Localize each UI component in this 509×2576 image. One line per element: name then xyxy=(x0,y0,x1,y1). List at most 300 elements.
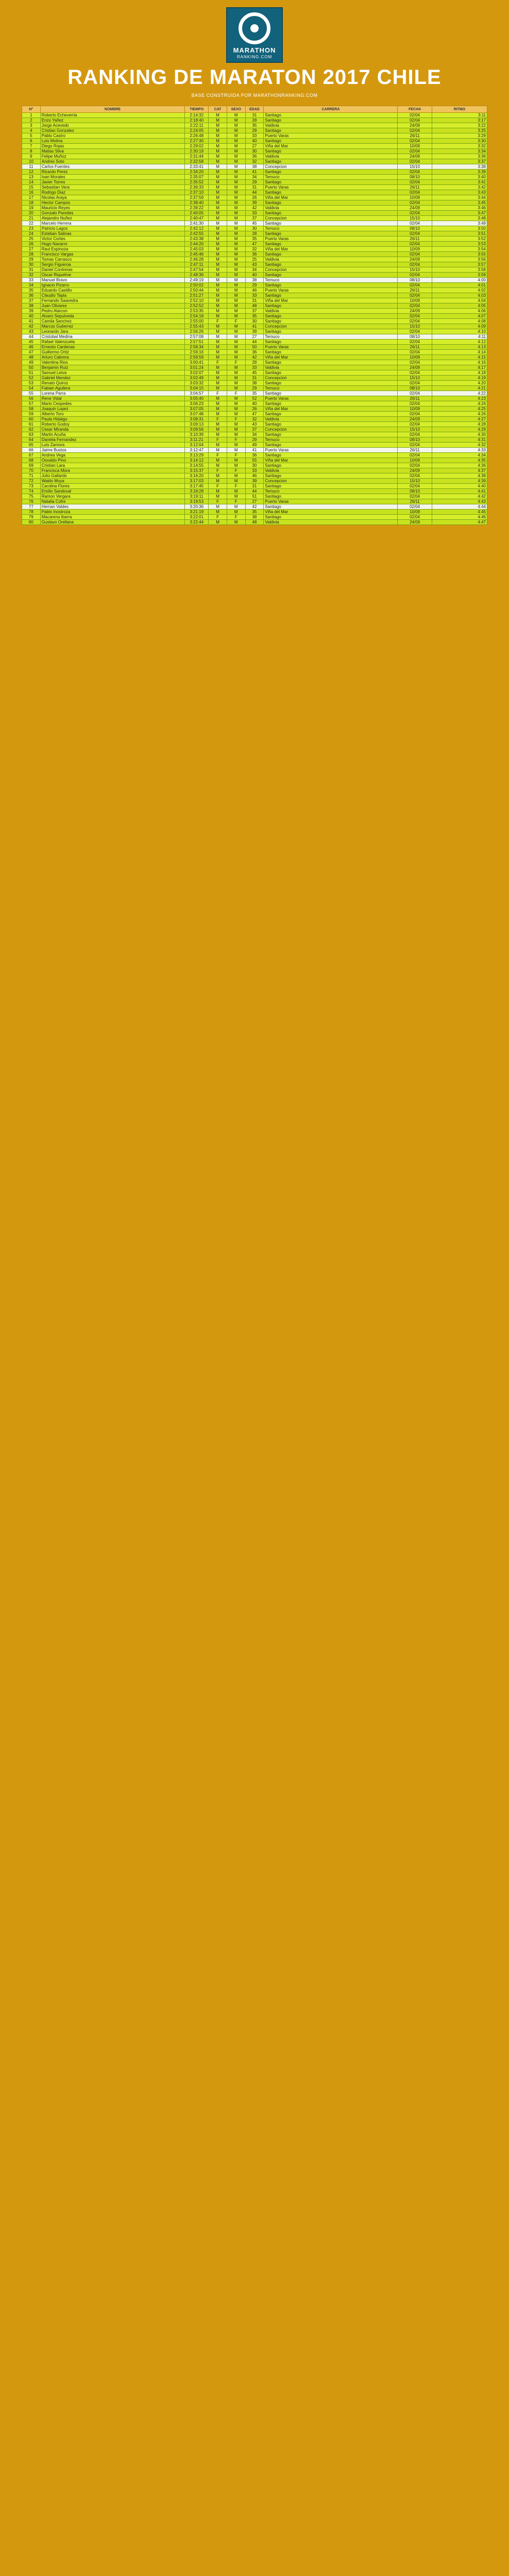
table-cell: 36 xyxy=(245,154,264,159)
table-cell: 47 xyxy=(22,350,41,355)
table-cell: 35 xyxy=(245,391,264,396)
table-cell: 51 xyxy=(22,370,41,376)
table-cell: Andres Soto xyxy=(40,159,185,164)
table-row xyxy=(22,365,487,370)
table-cell: Santiago xyxy=(264,319,398,324)
table-cell: Valdivia xyxy=(264,520,398,525)
table-cell: 32 xyxy=(245,247,264,252)
table-cell: M xyxy=(209,324,227,329)
table-cell: M xyxy=(227,355,245,360)
table-cell: F xyxy=(227,453,245,458)
table-cell: 51 xyxy=(245,494,264,499)
table-cell: Hector Campos xyxy=(40,200,185,206)
table-cell: F xyxy=(209,499,227,504)
table-cell: 55 xyxy=(245,458,264,463)
table-cell: 4:19 xyxy=(432,376,487,381)
table-cell: 18 xyxy=(22,200,41,206)
table-cell: 02/04 xyxy=(398,139,432,144)
table-row xyxy=(22,520,487,525)
table-cell: 37 xyxy=(22,298,41,303)
table-cell: 3:08:31 xyxy=(185,417,209,422)
column-header: RITMO xyxy=(432,106,487,113)
table-cell: 42 xyxy=(22,324,41,329)
table-cell: Concepcion xyxy=(264,267,398,273)
table-cell: 02/04 xyxy=(398,443,432,448)
table-cell: 02/04 xyxy=(398,401,432,406)
column-header: NOMBRE xyxy=(40,106,185,113)
table-cell: F xyxy=(209,417,227,422)
table-cell: 02/04 xyxy=(398,473,432,479)
table-cell: M xyxy=(227,159,245,164)
ranking-table xyxy=(22,106,487,525)
table-cell: M xyxy=(209,479,227,484)
table-cell: 02/04 xyxy=(398,463,432,468)
table-cell: Guillermo Ortiz xyxy=(40,350,185,355)
table-cell: Santiago xyxy=(264,283,398,288)
table-cell: 2:50:44 xyxy=(185,288,209,293)
table-cell: 5 xyxy=(22,133,41,139)
table-cell: 02/04 xyxy=(398,381,432,386)
table-cell: M xyxy=(227,443,245,448)
table-cell: 48 xyxy=(22,355,41,360)
table-cell: 3:02:49 xyxy=(185,376,209,381)
table-cell: Concepcion xyxy=(264,376,398,381)
table-row xyxy=(22,427,487,432)
table-cell: 2:26:48 xyxy=(185,133,209,139)
table-cell: 49 xyxy=(22,360,41,365)
table-cell: 4:20 xyxy=(432,381,487,386)
table-cell: 15/10 xyxy=(398,479,432,484)
table-cell: 80 xyxy=(22,520,41,525)
table-cell: Santiago xyxy=(264,463,398,468)
table-cell: 4:31 xyxy=(432,437,487,443)
table-cell: 76 xyxy=(22,499,41,504)
table-row xyxy=(22,489,487,494)
table-cell: 02/04 xyxy=(398,432,432,437)
table-cell: 49 xyxy=(245,443,264,448)
table-cell: 72 xyxy=(22,479,41,484)
table-cell: M xyxy=(227,309,245,314)
table-cell: 3:56 xyxy=(432,257,487,262)
table-cell: 27 xyxy=(245,499,264,504)
table-cell: 38 xyxy=(245,164,264,170)
table-cell: Santiago xyxy=(264,391,398,396)
table-row xyxy=(22,504,487,510)
logo xyxy=(226,7,283,63)
table-row xyxy=(22,221,487,226)
table-cell: 36 xyxy=(245,350,264,355)
table-cell: Andrea Vega xyxy=(40,453,185,458)
table-row xyxy=(22,437,487,443)
table-row xyxy=(22,494,487,499)
table-cell: 4:17 xyxy=(432,365,487,370)
table-cell: M xyxy=(227,479,245,484)
table-cell: 3:59 xyxy=(432,273,487,278)
table-cell: Concepcion xyxy=(264,324,398,329)
table-cell: 3:41 xyxy=(432,180,487,185)
table-cell: 21 xyxy=(22,216,41,221)
table-row xyxy=(22,226,487,231)
table-cell: 32 xyxy=(245,417,264,422)
table-cell: Oscar Riquelme xyxy=(40,273,185,278)
table-cell: 15/10 xyxy=(398,324,432,329)
table-cell: 66 xyxy=(22,448,41,453)
table-cell: 4 xyxy=(22,128,41,133)
table-cell: 53 xyxy=(22,381,41,386)
table-cell: 02/04 xyxy=(398,200,432,206)
table-row xyxy=(22,443,487,448)
table-cell: 15/10 xyxy=(398,216,432,221)
table-cell: 02/04 xyxy=(398,273,432,278)
table-cell: 2:45:03 xyxy=(185,247,209,252)
column-header: CAT xyxy=(209,106,227,113)
table-cell: 15/10 xyxy=(398,427,432,432)
table-row xyxy=(22,252,487,257)
table-cell: F xyxy=(227,468,245,473)
table-cell: 2:47:54 xyxy=(185,267,209,273)
table-row xyxy=(22,350,487,355)
table-cell: 30 xyxy=(245,226,264,231)
table-cell: 3:51 xyxy=(432,231,487,236)
table-cell: F xyxy=(209,515,227,520)
table-cell: M xyxy=(227,448,245,453)
table-cell: Santiago xyxy=(264,252,398,257)
table-cell: 2 xyxy=(22,118,41,123)
table-cell: Carlos Fuentes xyxy=(40,164,185,170)
table-row xyxy=(22,273,487,278)
table-cell: 40 xyxy=(245,401,264,406)
table-cell: 02/04 xyxy=(398,350,432,355)
table-cell: M xyxy=(227,422,245,427)
table-cell: Rene Vidal xyxy=(40,396,185,401)
table-cell: 26/11 xyxy=(398,396,432,401)
table-cell: 43 xyxy=(245,262,264,267)
table-cell: 2:35:52 xyxy=(185,180,209,185)
table-cell: Leonardo Jara xyxy=(40,329,185,334)
table-cell: Puerto Varas xyxy=(264,499,398,504)
table-cell: Viña del Mar xyxy=(264,298,398,303)
table-cell: Claudio Tapia xyxy=(40,293,185,298)
table-cell: 02/04 xyxy=(398,221,432,226)
table-cell: 3:18:28 xyxy=(185,489,209,494)
table-cell: Santiago xyxy=(264,128,398,133)
table-cell: M xyxy=(227,463,245,468)
table-cell: M xyxy=(209,365,227,370)
table-cell: Gonzalo Paredes xyxy=(40,211,185,216)
table-cell: M xyxy=(227,489,245,494)
table-cell: 3:04:15 xyxy=(185,386,209,391)
table-cell: 3:04:57 xyxy=(185,391,209,396)
table-cell: Ricardo Perez xyxy=(40,170,185,175)
table-cell: M xyxy=(209,406,227,412)
table-cell: M xyxy=(209,396,227,401)
table-cell: 2:32:58 xyxy=(185,159,209,164)
table-cell: 4:42 xyxy=(432,494,487,499)
table-cell: 4:34 xyxy=(432,453,487,458)
table-cell: 3:07:05 xyxy=(185,406,209,412)
table-cell: 3:03:32 xyxy=(185,381,209,386)
table-cell: Temuco xyxy=(264,175,398,180)
table-cell: M xyxy=(209,200,227,206)
table-cell: Victor Cortes xyxy=(40,236,185,242)
table-cell: Santiago xyxy=(264,515,398,520)
table-row xyxy=(22,448,487,453)
table-cell: 4:12 xyxy=(432,340,487,345)
table-cell: 8 xyxy=(22,149,41,154)
table-row xyxy=(22,458,487,463)
table-cell: 35 xyxy=(245,123,264,128)
table-cell: M xyxy=(227,340,245,345)
table-row xyxy=(22,118,487,123)
table-cell: M xyxy=(209,231,227,236)
table-cell: 2:59:16 xyxy=(185,350,209,355)
table-cell: 3:49 xyxy=(432,221,487,226)
table-cell: 2:57:08 xyxy=(185,334,209,340)
table-cell: 30 xyxy=(22,262,41,267)
table-cell: M xyxy=(209,252,227,257)
table-cell: M xyxy=(209,298,227,303)
table-cell: 2:42:12 xyxy=(185,226,209,231)
table-cell: 3:14:12 xyxy=(185,458,209,463)
column-header: N° xyxy=(22,106,41,113)
table-cell: 10/09 xyxy=(398,144,432,149)
table-cell: 4:36 xyxy=(432,463,487,468)
header xyxy=(0,0,509,108)
table-cell: Fabian Aguilera xyxy=(40,386,185,391)
table-cell: 6 xyxy=(22,139,41,144)
table-cell: Hernan Valdes xyxy=(40,504,185,510)
table-cell: 3:09:13 xyxy=(185,422,209,427)
table-cell: 50 xyxy=(245,345,264,350)
table-cell: 68 xyxy=(22,458,41,463)
table-cell: 3:55 xyxy=(432,252,487,257)
table-cell: 2:36:33 xyxy=(185,185,209,190)
table-cell: 4:15 xyxy=(432,355,487,360)
table-cell: 39 xyxy=(22,309,41,314)
table-row xyxy=(22,314,487,319)
table-cell: 7 xyxy=(22,144,41,149)
table-row xyxy=(22,381,487,386)
table-row xyxy=(22,149,487,154)
table-cell: 10/09 xyxy=(398,195,432,200)
table-cell: 3:22:44 xyxy=(185,520,209,525)
table-cell: M xyxy=(227,262,245,267)
table-row xyxy=(22,185,487,190)
table-cell: M xyxy=(227,494,245,499)
table-cell: 2:38:40 xyxy=(185,200,209,206)
table-cell: Valdivia xyxy=(264,206,398,211)
table-cell: 3:39 xyxy=(432,170,487,175)
table-cell: 15/10 xyxy=(398,376,432,381)
table-cell: Samuel Leiva xyxy=(40,370,185,376)
table-cell: Valdivia xyxy=(264,365,398,370)
table-cell: Felipe Muñoz xyxy=(40,154,185,159)
table-cell: F xyxy=(227,391,245,396)
table-cell: 31 xyxy=(245,185,264,190)
table-cell: 26 xyxy=(22,242,41,247)
table-cell: Matias Silva xyxy=(40,149,185,154)
table-cell: 35 xyxy=(245,314,264,319)
table-cell: Manuel Bravo xyxy=(40,278,185,283)
table-cell: Valdivia xyxy=(264,468,398,473)
table-cell: Luis Molina xyxy=(40,139,185,144)
table-cell: 34 xyxy=(22,283,41,288)
table-row xyxy=(22,473,487,479)
table-cell: 2:45:46 xyxy=(185,252,209,257)
table-cell: Viña del Mar xyxy=(264,195,398,200)
table-cell: 2:44:20 xyxy=(185,242,209,247)
table-cell: M xyxy=(227,216,245,221)
table-cell: 30 xyxy=(245,463,264,468)
table-cell: 02/04 xyxy=(398,329,432,334)
table-cell: 08/10 xyxy=(398,437,432,443)
table-cell: 4:30 xyxy=(432,432,487,437)
table-cell: Santiago xyxy=(264,360,398,365)
table-cell: 9 xyxy=(22,154,41,159)
table-cell: 73 xyxy=(22,484,41,489)
table-cell: 3:16:20 xyxy=(185,473,209,479)
table-cell: 35 xyxy=(245,236,264,242)
table-cell: F xyxy=(227,360,245,365)
table-cell: 46 xyxy=(22,345,41,350)
table-cell: M xyxy=(209,211,227,216)
table-cell: M xyxy=(209,247,227,252)
table-cell: 38 xyxy=(245,278,264,283)
table-cell: 26/11 xyxy=(398,236,432,242)
logo-ring-icon xyxy=(239,12,270,44)
table-cell: 3:10:39 xyxy=(185,432,209,437)
table-cell: 4:32 xyxy=(432,443,487,448)
table-cell: 4:41 xyxy=(432,489,487,494)
table-cell: 24/09 xyxy=(398,206,432,211)
table-cell: Cristian Gonzalez xyxy=(40,128,185,133)
table-cell: Paula Hidalgo xyxy=(40,417,185,422)
table-row xyxy=(22,123,487,128)
table-cell: 3 xyxy=(22,123,41,128)
table-cell: 44 xyxy=(245,340,264,345)
column-header: EDAD xyxy=(245,106,264,113)
table-cell: 52 xyxy=(245,396,264,401)
table-cell: Santiago xyxy=(264,340,398,345)
table-cell: Puerto Varas xyxy=(264,288,398,293)
table-cell: 74 xyxy=(22,489,41,494)
table-cell: M xyxy=(227,324,245,329)
table-cell: M xyxy=(227,154,245,159)
table-cell: M xyxy=(227,257,245,262)
table-cell: M xyxy=(209,283,227,288)
table-cell: 4:22 xyxy=(432,391,487,396)
table-row xyxy=(22,499,487,504)
table-cell: 4:13 xyxy=(432,345,487,350)
table-cell: Viña del Mar xyxy=(264,144,398,149)
table-cell: Marcos Gutierrez xyxy=(40,324,185,329)
table-cell: M xyxy=(209,206,227,211)
table-cell: M xyxy=(227,504,245,510)
table-cell: 31 xyxy=(245,298,264,303)
table-cell: 08/10 xyxy=(398,278,432,283)
table-cell: 79 xyxy=(22,515,41,520)
table-cell: 28 xyxy=(245,231,264,236)
table-cell: Santiago xyxy=(264,211,398,216)
table-cell: 4:01 xyxy=(432,283,487,288)
table-cell: Santiago xyxy=(264,293,398,298)
table-cell: 33 xyxy=(245,211,264,216)
table-cell: 34 xyxy=(245,432,264,437)
table-cell: 2:18:40 xyxy=(185,118,209,123)
table-cell: 26 xyxy=(245,195,264,200)
table-row xyxy=(22,510,487,515)
table-cell: M xyxy=(227,231,245,236)
table-cell: Puerto Varas xyxy=(264,133,398,139)
table-cell: 2:47:11 xyxy=(185,262,209,267)
table-cell: M xyxy=(227,412,245,417)
table-cell: 27 xyxy=(22,247,41,252)
table-cell: Santiago xyxy=(264,443,398,448)
table-cell: Ignacio Pizarro xyxy=(40,283,185,288)
table-cell: 24/09 xyxy=(398,309,432,314)
table-cell: 4:27 xyxy=(432,417,487,422)
table-cell: Santiago xyxy=(264,149,398,154)
table-cell: Santiago xyxy=(264,242,398,247)
table-cell: 3:46 xyxy=(432,206,487,211)
table-cell: M xyxy=(227,283,245,288)
table-cell: Temuco xyxy=(264,386,398,391)
table-cell: Rafael Valenzuela xyxy=(40,340,185,345)
table-row xyxy=(22,391,487,396)
table-cell: M xyxy=(209,463,227,468)
table-cell: 24/09 xyxy=(398,154,432,159)
table-cell: 2:57:51 xyxy=(185,340,209,345)
table-cell: Santiago xyxy=(264,473,398,479)
table-cell: 3:17:45 xyxy=(185,484,209,489)
table-cell: 37 xyxy=(245,216,264,221)
table-cell: 4:04 xyxy=(432,298,487,303)
table-cell: Macarena Ibarra xyxy=(40,515,185,520)
table-cell: 30 xyxy=(245,319,264,324)
table-cell: 3:20:36 xyxy=(185,504,209,510)
table-row xyxy=(22,247,487,252)
table-cell: Francisco Vargas xyxy=(40,252,185,257)
table-cell: M xyxy=(227,267,245,273)
table-cell: 38 xyxy=(245,381,264,386)
table-cell: 60 xyxy=(22,417,41,422)
table-cell: M xyxy=(227,211,245,216)
table-cell: M xyxy=(227,242,245,247)
table-cell: F xyxy=(209,360,227,365)
table-cell: 02/04 xyxy=(398,231,432,236)
table-cell: 30 xyxy=(245,149,264,154)
table-cell: 4:45 xyxy=(432,510,487,515)
table-cell: Roberto Echeverria xyxy=(40,113,185,118)
table-row xyxy=(22,345,487,350)
table-cell: 3:48 xyxy=(432,216,487,221)
table-cell: 3:07:48 xyxy=(185,412,209,417)
table-cell: Gabriel Mendez xyxy=(40,376,185,381)
table-cell: 2:56:26 xyxy=(185,329,209,334)
table-cell: M xyxy=(209,448,227,453)
table-cell: Santiago xyxy=(264,139,398,144)
table-cell: 29 xyxy=(22,257,41,262)
table-cell: Viña del Mar xyxy=(264,247,398,252)
table-row xyxy=(22,370,487,376)
table-cell: 3:34 xyxy=(432,149,487,154)
table-cell: 3:38 xyxy=(432,164,487,170)
table-cell: 33 xyxy=(245,468,264,473)
table-row xyxy=(22,319,487,324)
table-cell: Santiago xyxy=(264,262,398,267)
table-cell: M xyxy=(209,510,227,515)
table-cell: 31 xyxy=(245,376,264,381)
